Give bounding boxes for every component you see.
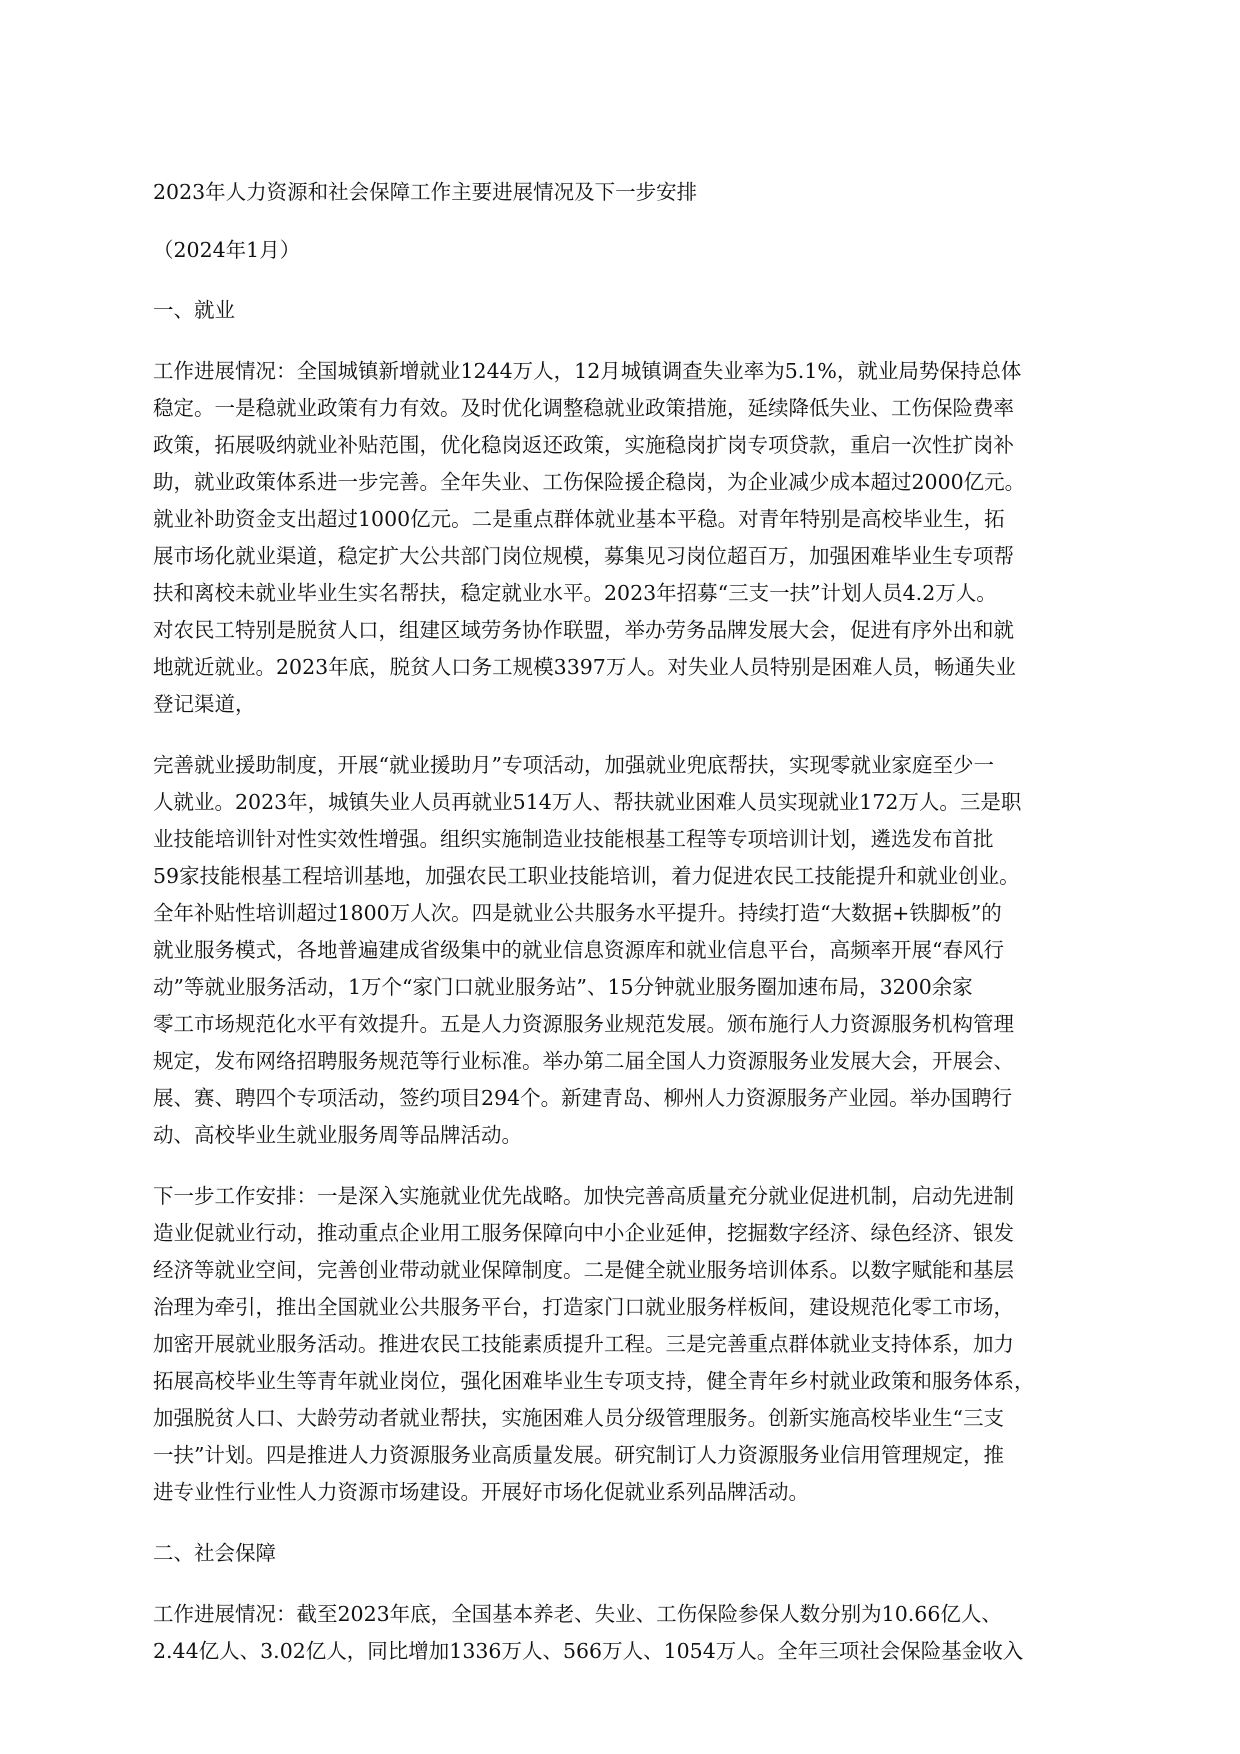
text-line: 展、赛、聘四个专项活动，签约项目294个。新建青岛、柳州人力资源服务产业园。举办国聘行: [153, 1086, 1013, 1110]
text-line: 登记渠道，: [153, 692, 256, 716]
text-line: 展市场化就业渠道，稳定扩大公共部门岗位规模，募集见习岗位超百万，加强困难毕业生专项帮: [153, 544, 1014, 568]
text-line: 工作进展情况：全国城镇新增就业1244万人，12月城镇调查失业率为5.1%，就业局势保持总体: [153, 359, 1022, 383]
text-line: 对农民工特别是脱贫人口，组建区域劳务协作联盟，举办劳务品牌发展大会，促进有序外出和就: [153, 618, 1014, 642]
text-line: 一扶”计划。四是推进人力资源服务业高质量发展。研究制订人力资源服务业信用管理规定，推: [153, 1443, 1004, 1467]
text-line: 进专业性行业性人力资源市场建设。开展好市场化促就业系列品牌活动。: [153, 1480, 809, 1504]
employment-progress-paragraph-part1: [153, 353, 1087, 723]
text-line: 加强脱贫人口、大龄劳动者就业帮扶，实施困难人员分级管理服务。创新实施高校毕业生“三支: [153, 1406, 1004, 1430]
text-line: 2.44亿人、3.02亿人，同比增加1336万人、566万人、1054万人。全年三项社会保险基金收入: [153, 1639, 1024, 1663]
text-line: 助，就业政策体系进一步完善。全年失业、工伤保险援企稳岗，为企业减少成本超过2000亿元。: [153, 470, 1026, 494]
document-title: 2023年人力资源和社会保障工作主要进展情况及下一步安排: [153, 180, 698, 204]
text-line: 造业促就业行动，推动重点企业用工服务保障向中小企业延伸，挖掘数字经济、绿色经济、银发: [153, 1221, 1014, 1245]
employment-next-steps-paragraph: [153, 1178, 1087, 1511]
text-line: 就业补助资金支出超过1000亿元。二是重点群体就业基本平稳。对青年特别是高校毕业生，拓: [153, 507, 1005, 531]
document-page: [153, 174, 1087, 1694]
text-line: 加密开展就业服务活动。推进农民工技能素质提升工程。三是完善重点群体就业支持体系，加力: [153, 1332, 1014, 1356]
text-line: 人就业。2023年，城镇失业人员再就业514万人、帮扶就业困难人员实现就业172万人。三是职: [153, 790, 1022, 814]
text-line: 全年补贴性培训超过1800万人次。四是就业公共服务水平提升。持续打造“大数据+铁脚板”的: [153, 901, 1002, 925]
document-date: （2024年1月）: [153, 238, 301, 262]
employment-progress-paragraph-part2: [153, 747, 1087, 1154]
text-line: 动、高校毕业生就业服务周等品牌活动。: [153, 1123, 522, 1147]
section-heading-social-security: 二、社会保障: [153, 1541, 276, 1565]
text-line: 业技能培训针对性实效性增强。组织实施制造业技能根基工程等专项培训计划，遴选发布首批: [153, 827, 994, 851]
text-line: 零工市场规范化水平有效提升。五是人力资源服务业规范发展。颁布施行人力资源服务机构管理: [153, 1012, 1014, 1036]
text-line: 完善就业援助制度，开展“就业援助月”专项活动，加强就业兜底帮扶，实现零就业家庭至少一: [153, 753, 994, 777]
text-line: 拓展高校毕业生等青年就业岗位，强化困难毕业生专项支持，健全青年乡村就业政策和服务体系，: [153, 1369, 1035, 1393]
text-line: 59家技能根基工程培训基地，加强农民工职业技能培训，着力促进农民工技能提升和就业创业。: [153, 864, 1020, 888]
text-line: 稳定。一是稳就业政策有力有效。及时优化调整稳就业政策措施，延续降低失业、工伤保险费率: [153, 396, 1014, 420]
section-heading-employment: 一、就业: [153, 298, 235, 322]
text-line: 经济等就业空间，完善创业带动就业保障制度。二是健全就业服务培训体系。以数字赋能和基层: [153, 1258, 1014, 1282]
social-security-progress-paragraph: [153, 1596, 1087, 1670]
text-line: 政策，拓展吸纳就业补贴范围，优化稳岗返还政策，实施稳岗扩岗专项贷款，重启一次性扩岗补: [153, 433, 1014, 457]
text-line: 工作进展情况：截至2023年底，全国基本养老、失业、工伤保险参保人数分别为10.66亿人、: [153, 1602, 1002, 1626]
text-line: 规定，发布网络招聘服务规范等行业标准。举办第二届全国人力资源服务业发展大会，开展会、: [153, 1049, 1014, 1073]
text-line: 地就近就业。2023年底，脱贫人口务工规模3397万人。对失业人员特别是困难人员，畅通失业: [153, 655, 1016, 679]
text-line: 扶和离校未就业毕业生实名帮扶，稳定就业水平。2023年招募“三支一扶”计划人员4.2万人。: [153, 581, 997, 605]
text-line: 下一步工作安排：一是深入实施就业优先战略。加快完善高质量充分就业促进机制，启动先进制: [153, 1184, 1014, 1208]
text-line: 治理为牵引，推出全国就业公共服务平台，打造家门口就业服务样板间，建设规范化零工市场，: [153, 1295, 1014, 1319]
text-line: 动”等就业服务活动，1万个“家门口就业服务站”、15分钟就业服务圈加速布局，3200余家: [153, 975, 973, 999]
text-line: 就业服务模式，各地普遍建成省级集中的就业信息资源库和就业信息平台，高频率开展“春风行: [153, 938, 1004, 962]
